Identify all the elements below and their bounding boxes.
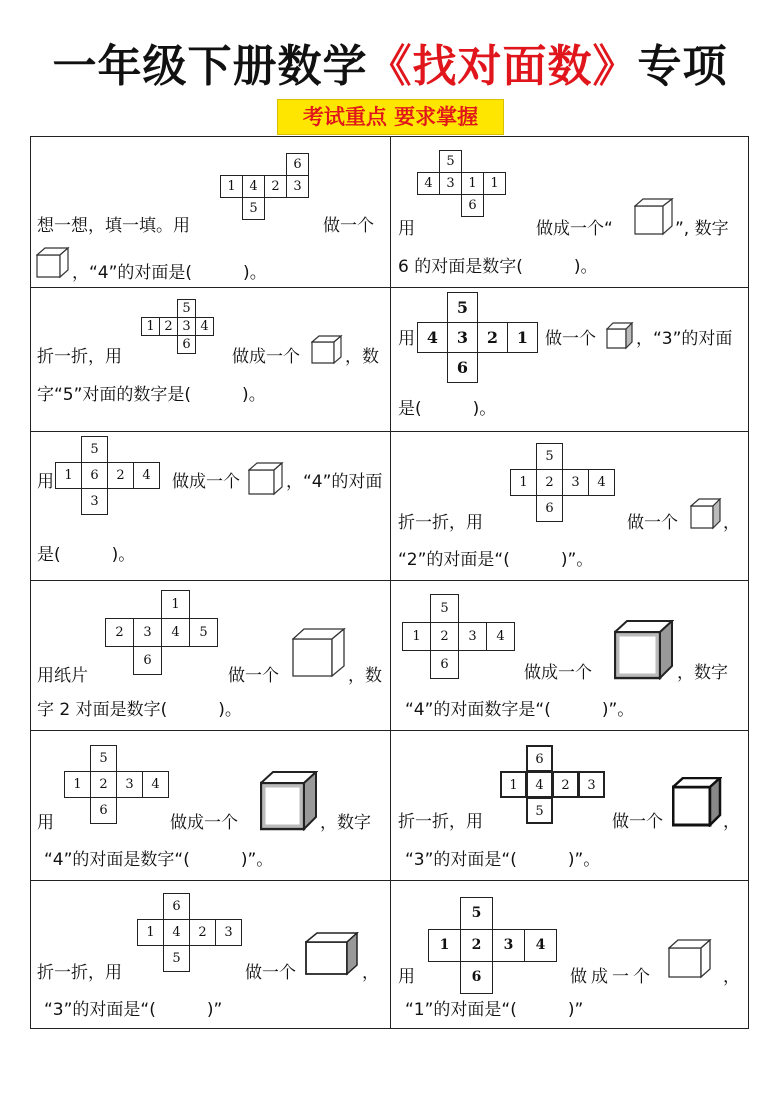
title-part-2: 《找对面数》 — [367, 41, 638, 92]
net-square: 2 — [90, 771, 117, 798]
problem-text: 想一想，填一填。用 — [37, 216, 190, 236]
page-title — [0, 30, 780, 94]
problem-text: 折一折，用 — [37, 347, 122, 367]
net-square: 5 — [177, 299, 196, 318]
net-square: 2 — [536, 469, 563, 496]
net-square: 6 — [163, 893, 190, 920]
net-square: 5 — [81, 436, 108, 463]
net-square: 3 — [81, 488, 108, 515]
problem-text: 6 的对面是数字( )。 — [398, 257, 598, 277]
problem-text: “2”的对面是“( )”。 — [398, 550, 594, 570]
net-square: 4 — [486, 622, 515, 651]
net-square: 1 — [161, 590, 190, 619]
cube-icon — [614, 620, 674, 680]
net-square: 1 — [483, 172, 506, 195]
net-square: 6 — [526, 745, 553, 772]
title-part-1: 一年级下册数学 — [52, 41, 368, 92]
net-square: 2 — [189, 919, 216, 946]
net-square: 3 — [458, 622, 487, 651]
net-square: 6 — [133, 646, 162, 675]
problem-text: 做成一个 — [170, 813, 238, 833]
cube-icon — [311, 335, 343, 365]
net-square: 4 — [195, 317, 214, 336]
cube-icon — [690, 498, 722, 530]
problem-text: 做一个 — [323, 216, 374, 236]
net-square: 6 — [177, 335, 196, 354]
net-square: 2 — [264, 175, 287, 198]
net-square: 3 — [492, 929, 525, 962]
net-square: 3 — [116, 771, 143, 798]
problem-text: 做成一个 — [232, 347, 300, 367]
net-square: 6 — [81, 462, 108, 489]
net-square: 6 — [447, 352, 478, 383]
problem-text: ， — [723, 812, 740, 832]
problem-text: 做成一个 — [172, 472, 240, 492]
problem-text: 用纸片 — [37, 666, 88, 686]
problem-text: 用 — [398, 329, 415, 349]
net-square: 5 — [430, 594, 459, 623]
cube-icon — [248, 462, 284, 496]
subtitle-badge: 考试重点 要求掌握 — [277, 99, 504, 135]
net-square: 4 — [588, 469, 615, 496]
problem-text: 做一个 — [228, 666, 279, 686]
net-square: 1 — [461, 172, 484, 195]
net-square: 6 — [460, 961, 493, 994]
problem-text: ，“4”的对面是( )。 — [72, 263, 267, 283]
problem-text: 折一折，用 — [37, 963, 122, 983]
net-square: 6 — [286, 153, 309, 176]
cube-icon — [672, 777, 722, 827]
net-square: 3 — [177, 317, 196, 336]
problem-text: 字“5”对面的数字是( )。 — [37, 385, 266, 405]
net-square: 4 — [417, 172, 440, 195]
problem-text: 做一个 — [245, 963, 296, 983]
net-square: 3 — [447, 322, 478, 353]
net-square: 5 — [163, 945, 190, 972]
net-square: 4 — [526, 771, 553, 798]
net-square: 4 — [142, 771, 169, 798]
net-square: 5 — [189, 618, 218, 647]
net-square: 2 — [107, 462, 134, 489]
net-square: 4 — [242, 175, 265, 198]
net-square: 1 — [500, 771, 527, 798]
cube-icon — [260, 771, 318, 831]
net-square: 4 — [524, 929, 557, 962]
problem-text: ，“3”的对面 — [636, 329, 733, 349]
grid-divider — [390, 136, 391, 1029]
net-square: 2 — [430, 622, 459, 651]
net-square: 5 — [90, 745, 117, 772]
net-square: 5 — [460, 897, 493, 930]
net-square: 1 — [428, 929, 461, 962]
net-square: 1 — [510, 469, 537, 496]
cube-icon — [668, 939, 712, 979]
net-square: 3 — [439, 172, 462, 195]
net-square: 1 — [402, 622, 431, 651]
net-square: 3 — [286, 175, 309, 198]
net-square: 1 — [64, 771, 91, 798]
problem-text: 做一个 — [612, 812, 663, 832]
net-square: 5 — [447, 292, 478, 323]
problem-text: 做一个 — [627, 513, 678, 533]
problem-text: 做成一个 — [570, 967, 654, 987]
net-square: 4 — [417, 322, 448, 353]
net-square: 5 — [536, 443, 563, 470]
problem-text: 做成一个“ — [536, 219, 613, 239]
problem-text: 用 — [37, 813, 54, 833]
problem-text: ，“4”的对面 — [286, 472, 383, 492]
title-part-3: 专项 — [637, 41, 728, 92]
problem-text: 用 — [398, 219, 415, 239]
problem-text: “3”的对面是“( )” — [44, 1000, 223, 1020]
net-square: 1 — [55, 462, 82, 489]
problem-text: “4”的对面数字是“( )”。 — [405, 700, 635, 720]
problem-text: ”, 数字 — [675, 219, 729, 239]
cube-icon — [292, 628, 346, 678]
net-square: 3 — [562, 469, 589, 496]
net-square: 6 — [536, 495, 563, 522]
problem-text: 用 — [37, 472, 54, 492]
problem-text: 是( )。 — [398, 399, 497, 419]
net-square: 2 — [477, 322, 508, 353]
net-square: 1 — [137, 919, 164, 946]
problem-text: ，数 — [348, 666, 382, 686]
problem-text: 折一折，用 — [398, 513, 483, 533]
net-square: 2 — [460, 929, 493, 962]
problem-text: ，数字 — [677, 663, 728, 683]
net-square: 6 — [430, 650, 459, 679]
net-square: 6 — [90, 797, 117, 824]
net-square: 3 — [215, 919, 242, 946]
cube-icon — [36, 247, 70, 279]
problem-text: 字 2 对面是数字( )。 — [37, 700, 242, 720]
problem-text: ，数 — [345, 347, 379, 367]
problem-text: ， — [723, 967, 740, 987]
problem-text: ， — [362, 963, 379, 983]
cube-icon — [606, 322, 634, 350]
net-square: 5 — [526, 797, 553, 824]
net-square: 4 — [133, 462, 160, 489]
net-square: 2 — [105, 618, 134, 647]
problem-text: “3”的对面是“( )”。 — [405, 850, 601, 870]
problem-text: 折一折，用 — [398, 812, 483, 832]
net-square: 6 — [461, 194, 484, 217]
net-square: 1 — [507, 322, 538, 353]
net-square: 2 — [159, 317, 178, 336]
cube-icon — [305, 932, 359, 976]
problem-text: ， — [723, 513, 740, 533]
cube-icon — [634, 198, 674, 236]
problem-text: 做一个 — [545, 329, 596, 349]
net-square: 4 — [161, 618, 190, 647]
problem-text: 用 — [398, 967, 415, 987]
problem-text: 是( )。 — [37, 545, 136, 565]
net-square: 4 — [163, 919, 190, 946]
net-square: 1 — [141, 317, 160, 336]
problem-text: ，数字 — [320, 813, 371, 833]
problem-text: 做成一个 — [524, 663, 592, 683]
net-square: 5 — [242, 197, 265, 220]
problem-text: “1”的对面是“( )” — [405, 1000, 584, 1020]
net-square: 3 — [133, 618, 162, 647]
net-square: 1 — [220, 175, 243, 198]
problem-text: “4”的对面是数字“( )”。 — [44, 850, 274, 870]
net-square: 2 — [552, 771, 579, 798]
net-square: 5 — [439, 150, 462, 173]
net-square: 3 — [578, 771, 605, 798]
